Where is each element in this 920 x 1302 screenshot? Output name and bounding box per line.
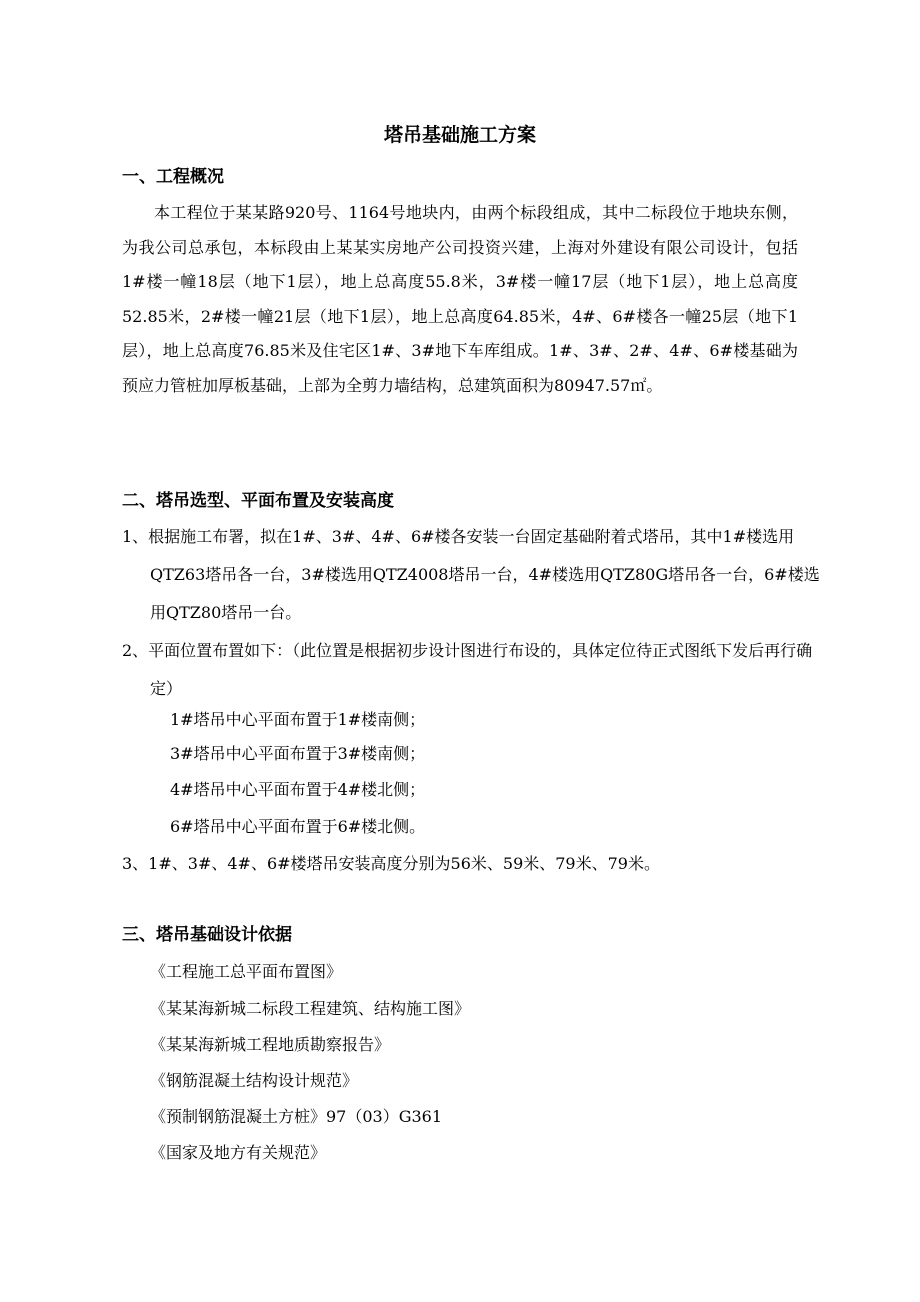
reference-item: 《国家及地方有关规范》: [150, 1143, 327, 1162]
section-heading-basis: 三、塔吊基础设计依据: [122, 925, 292, 945]
reference-item: 《钢筋混凝土结构设计规范》: [150, 1071, 359, 1090]
reference-item: 《工程施工总平面布置图》: [150, 962, 343, 981]
selection-item-1: 1、根据施工布署，拟在1#、3#、4#、6#楼各安装一台固定基础附着式塔吊，其中1#楼选用QTZ63塔吊各一台，3#楼选用QTZ4008塔吊一台，4#楼选用QTZ80G塔吊各一台，6#楼选用QTZ80塔吊一台。: [122, 527, 820, 622]
layout-sub-item: 6#塔吊中心平面布置于6#楼北侧。: [170, 817, 426, 836]
reference-item: 《某某海新城工程地质勘察报告》: [150, 1035, 391, 1054]
selection-item-3: 3、1#、3#、4#、6#楼塔吊安装高度分别为56米、59米、79米、79米。: [122, 854, 660, 873]
reference-item: 《预制钢筋混凝土方桩》97（03）G361: [150, 1107, 443, 1126]
section-heading-selection: 二、塔吊选型、平面布置及安装高度: [122, 491, 394, 511]
selection-item-2: 2、平面位置布置如下：（此位置是根据初步设计图进行布设的，具体定位待正式图纸下发后再行确定）: [122, 641, 813, 698]
layout-sub-item: 1#塔吊中心平面布置于1#楼南侧；: [170, 710, 426, 729]
layout-sub-item: 4#塔吊中心平面布置于4#楼北侧；: [170, 780, 426, 799]
reference-item: 《某某海新城二标段工程建筑、结构施工图》: [150, 999, 471, 1018]
document-title: 塔吊基础施工方案: [383, 124, 536, 146]
layout-sub-item: 3#塔吊中心平面布置于3#楼南侧；: [170, 744, 426, 763]
overview-paragraph: 本工程位于某某路920号、1164号地块内，由两个标段组成，其中二标段位于地块东侧，为我公司总承包，本标段由上某某实房地产公司投资兴建，上海对外建设有限公司设计，包括1#楼一幢18层（地下1层），地上总高度55.8米，3#楼一幢17层（地下1层），地上总高度52.85米，2#楼一幢21层（地下1层），地上总高度64.85米，4#、6#楼各一幢25层（地下1层），地上总高度76.85米及住宅区1#、3#地下车库组成。1#、3#、2#、4#、6#楼基础为预应力管桩加厚板基础，上部为全剪力墙结构，总建筑面积为80947.57㎡。: [122, 203, 798, 395]
section-heading-overview: 一、工程概况: [122, 167, 224, 187]
